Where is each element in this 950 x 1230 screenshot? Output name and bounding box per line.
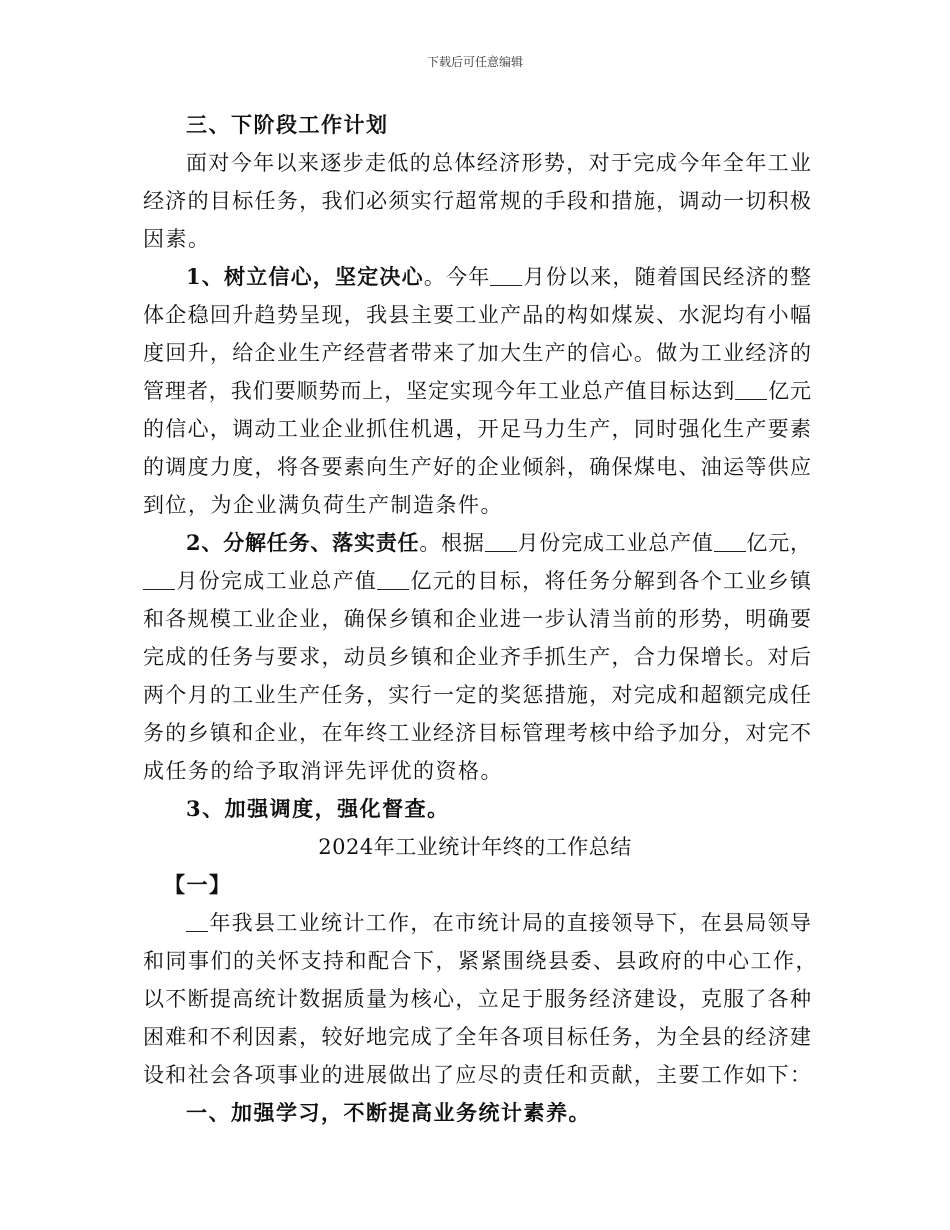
section-heading [186,1094,811,1132]
text-span: 管理者，我们要顺势而上，坚定实现今年工业总产值目标达到 [143,379,736,403]
text-span: 体企稳回升趋势呈现，我县主要工业产品的构如煤炭、水泥均有小幅 [143,303,811,327]
bold-text: 【一】 [164,872,232,897]
paragraph-line [186,904,811,942]
paragraph-line [143,220,811,258]
text-span: 2024年工业统计年终的工作总结 [318,835,632,859]
paragraph-line [186,524,811,562]
text-span: 月份完成工业总产值 [175,569,378,593]
text-span: 困难和不利因素，较好地完成了全年各项目标任务，为全县的经济建 [143,1025,811,1049]
text-span: 亿元的目标，将任务分解到各个工业乡镇 [409,569,812,593]
text-span: 年我县工业统计工作，在市统计局的直接领导下，在县局领导 [208,911,811,935]
text-span: 设和社会各项事业的进展做出了应尽的责任和贡献，主要工作如下： [143,1063,811,1087]
text-span: 和各规模工业企业，确保乡镇和企业进一步认清当前的形势，明确要 [143,607,811,631]
text-span: 经济的目标任务，我们必须实行超常规的手段和措施，调动一切积极 [143,189,811,213]
text-span: 。根据 [419,531,485,555]
text-span: 以不断提高统计数据质量为核心，立足于服务经济建设，克服了各种 [143,987,811,1011]
paragraph-line [186,144,811,182]
text-span: 。今年 [423,265,491,289]
paragraph-line [143,486,811,524]
paragraph-line [143,942,818,980]
text-span: 月份以来，随着国民经济的整 [522,265,812,289]
fill-in-blank [735,379,767,400]
text-span: 务的乡镇和企业，在年终工业经济目标管理考核中给予加分，对完不 [143,721,811,745]
paragraph-line [186,258,811,296]
paragraph-line [143,600,811,638]
text-span: 面对今年以来逐步走低的总体经济形势，对于完成今年全年工业 [186,151,811,175]
bold-text: 2、分解任务、落实责任 [186,530,420,555]
paragraph-line [143,448,811,486]
page-header: 下载后可任意编辑 [426,55,523,69]
fill-in-blank [490,265,522,286]
text-span: 到位，为企业满负荷生产制造条件。 [143,493,503,517]
bold-text: 1、树立信心，坚定决心 [186,264,424,289]
paragraph-line [143,410,811,448]
text-span: 的调度力度，将各要素向生产好的企业倾斜，确保煤电、油运等供应 [143,455,811,479]
paragraph-line [143,714,811,752]
paragraph-line [143,752,811,790]
text-span: 亿元 [767,379,812,403]
paragraph-line [143,638,811,676]
paragraph-line [143,334,811,372]
paragraph-line [143,1056,811,1094]
paragraph-line [143,182,811,220]
text-span: 亿元， [745,531,811,555]
fill-in-blank [377,569,409,590]
text-span: 两个月的工业生产任务，实行一定的奖惩措施，对完成和超额完成任 [143,683,811,707]
section-marker [164,866,832,904]
text-span: 因素。 [143,227,211,251]
text-span: 月份完成工业总产值 [516,531,714,555]
section-heading [186,106,811,144]
paragraph-line [143,296,811,334]
bold-text: 一、加强学习，不断提高业务统计素养。 [186,1100,591,1125]
fill-in-blank [143,569,175,590]
paragraph-line [186,790,811,828]
text-span: 的信心，调动工业企业抓住机遇，开足马力生产，同时强化生产要素 [143,417,811,441]
fill-in-blank [714,531,746,552]
text-span: 成任务的给予取消评先评优的资格。 [143,759,503,783]
paragraph-line [143,562,811,600]
bold-text: 3、加强调度，强化督查。 [186,796,450,821]
text-span: 完成的任务与要求，动员乡镇和企业齐手抓生产，合力保增长。对后 [143,645,811,669]
paragraph-line [143,372,811,410]
bold-text: 三、下阶段工作计划 [186,112,389,137]
paragraph-line [143,980,811,1018]
document-title [0,828,950,866]
text-span: 和同事们的关怀支持和配合下，紧紧围绕县委、县政府的中心工作， [143,949,818,973]
fill-in-blank [485,531,517,552]
paragraph-line [143,676,811,714]
text-span: 度回升，给企业生产经营者带来了加大生产的信心。做为工业经济的 [143,341,811,365]
fill-in-blank [186,911,208,932]
paragraph-line [143,1018,811,1056]
